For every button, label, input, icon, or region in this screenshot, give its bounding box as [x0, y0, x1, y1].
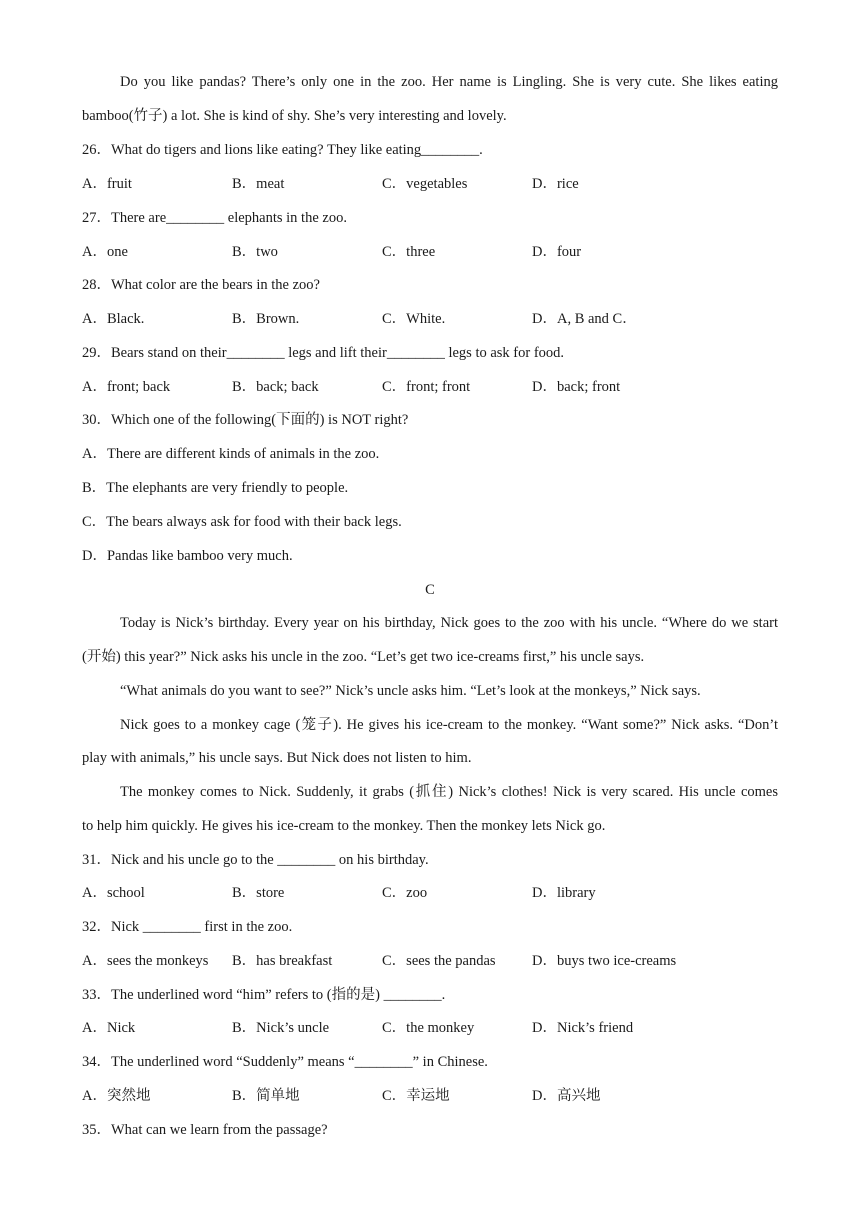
option-b: B．The elephants are very friendly to people. — [82, 480, 349, 496]
option-d: D．back; front — [532, 379, 621, 395]
option-b: B．Nick’s uncle — [232, 1020, 330, 1036]
option-d: D．rice — [532, 176, 579, 192]
option-b: B．two — [232, 244, 278, 260]
question-33: 33．The underlined word “him” refers to (指的是) ________. — [82, 987, 446, 1003]
option-d: D．A, B and C． — [532, 311, 637, 327]
passage-line: Today is Nick’s birthday. Every year on his birthday, Nick goes to the zoo with his uncle. “Where do we start — [120, 615, 778, 631]
option-c: C．the monkey — [382, 1020, 475, 1036]
option-a: A．one — [82, 244, 128, 260]
options-33 — [82, 1018, 778, 1038]
option-a: A．school — [82, 885, 145, 901]
passage-line: bamboo(竹子) a lot. She is kind of shy. She’s very interesting and lovely. — [82, 108, 507, 124]
option-d: D．Pandas like bamboo very much. — [82, 548, 293, 564]
passage-line: The monkey comes to Nick. Suddenly, it grabs (抓住) Nick’s clothes! Nick is very scared. His uncle comes — [120, 784, 778, 800]
option-a: A．fruit — [82, 176, 132, 192]
option-a: A．front; back — [82, 379, 171, 395]
option-b: B．back; back — [232, 379, 319, 395]
question-30: 30．Which one of the following(下面的) is NOT right? — [82, 412, 409, 428]
options-26 — [82, 174, 778, 194]
question-32: 32．Nick ________ first in the zoo. — [82, 919, 293, 935]
options-29 — [82, 377, 778, 397]
option-d: D．Nick’s friend — [532, 1020, 634, 1036]
option-a: A．sees the monkeys — [82, 953, 209, 969]
option-d: D．buys two ice-creams — [532, 953, 677, 969]
question-28: 28．What color are the bears in the zoo? — [82, 277, 320, 293]
option-b: B．store — [232, 885, 285, 901]
option-d: D．高兴地 — [532, 1088, 601, 1104]
question-27: 27．There are________ elephants in the zoo. — [82, 210, 347, 226]
question-35: 35．What can we learn from the passage? — [82, 1122, 328, 1138]
option-c: C．The bears always ask for food with their back legs. — [82, 514, 402, 530]
option-d: D．four — [532, 244, 582, 260]
option-c: C．vegetables — [382, 176, 468, 192]
option-a: A．There are different kinds of animals in the zoo. — [82, 446, 380, 462]
option-c: C．sees the pandas — [382, 953, 496, 969]
option-c: C．幸运地 — [382, 1088, 450, 1104]
option-b: B．has breakfast — [232, 953, 333, 969]
passage-line: Do you like pandas? There’s only one in the zoo. Her name is Lingling. She is very cute. She likes eating — [120, 74, 778, 90]
passage-line: “What animals do you want to see?” Nick’s uncle asks him. “Let’s look at the monkeys,” Nick says. — [120, 683, 701, 699]
options-31 — [82, 883, 778, 903]
option-c: C．front; front — [382, 379, 471, 395]
question-31: 31．Nick and his uncle go to the ________ on his birthday. — [82, 852, 429, 868]
option-b: B．Brown. — [232, 311, 300, 327]
option-c: C．three — [382, 244, 436, 260]
options-28 — [82, 309, 778, 329]
passage-line: Nick goes to a monkey cage (笼子). He gives his ice-cream to the monkey. “Want some?” Nick asks. “Don’t — [120, 717, 778, 733]
passage-line: (开始) this year?” Nick asks his uncle in the zoo. “Let’s get two ice-creams first,” his uncle says. — [82, 649, 645, 665]
option-d: D．library — [532, 885, 596, 901]
option-b: B．简单地 — [232, 1088, 300, 1104]
options-27 — [82, 242, 778, 262]
passage-line: play with animals,” his uncle says. But Nick does not listen to him. — [82, 750, 472, 766]
option-a: A．Nick — [82, 1020, 136, 1036]
option-c: C．zoo — [382, 885, 428, 901]
option-a: A．突然地 — [82, 1088, 151, 1104]
question-34: 34．The underlined word “Suddenly” means “________” in Chinese. — [82, 1054, 488, 1070]
option-c: C．White. — [382, 311, 446, 327]
section-label: C — [425, 582, 435, 598]
options-34 — [82, 1086, 778, 1106]
options-32 — [82, 951, 778, 971]
option-b: B．meat — [232, 176, 285, 192]
question-26: 26．What do tigers and lions like eating? They like eating________. — [82, 142, 483, 158]
option-a: A．Black. — [82, 311, 145, 327]
passage-line: to help him quickly. He gives his ice-cream to the monkey. Then the monkey lets Nick go. — [82, 818, 606, 834]
question-29: 29．Bears stand on their________ legs and lift their________ legs to ask for food. — [82, 345, 565, 361]
